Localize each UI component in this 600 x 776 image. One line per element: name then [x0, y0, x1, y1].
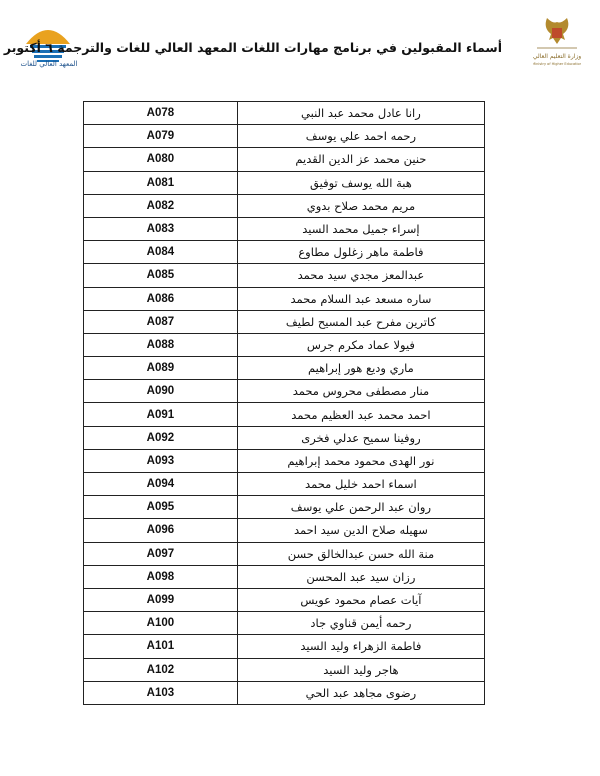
student-name: رضوى مجاهد عبد الحي — [237, 681, 484, 704]
table-row — [84, 542, 485, 565]
student-code: A086 — [84, 287, 238, 310]
table-row — [84, 171, 485, 194]
student-code: A095 — [84, 496, 238, 519]
student-code: A085 — [84, 264, 238, 287]
ministry-logo — [533, 14, 581, 68]
table-row — [84, 565, 485, 588]
ministry-logo-text: وزارة التعليم العالي — [533, 53, 581, 60]
student-code: A098 — [84, 565, 238, 588]
student-name: هاجر وليد السيد — [237, 658, 484, 681]
student-name: منار مصطفى محروس محمد — [237, 380, 484, 403]
student-code: A093 — [84, 449, 238, 472]
table-row — [84, 287, 485, 310]
student-name: روان عبد الرحمن علي يوسف — [237, 496, 484, 519]
table-row — [84, 310, 485, 333]
student-name: فاطمة الزهراء وليد السيد — [237, 635, 484, 658]
student-name: رحمه احمد علي يوسف — [237, 125, 484, 148]
table-row — [84, 264, 485, 287]
table-row — [84, 333, 485, 356]
student-code: A092 — [84, 426, 238, 449]
student-code: A080 — [84, 148, 238, 171]
student-code: A079 — [84, 125, 238, 148]
table-row — [84, 380, 485, 403]
student-name: إسراء جميل محمد السيد — [237, 217, 484, 240]
table-row — [84, 357, 485, 380]
student-code: A099 — [84, 588, 238, 611]
table-row — [84, 403, 485, 426]
student-code: A081 — [84, 171, 238, 194]
student-name: روفينا سميح عدلي فخرى — [237, 426, 484, 449]
table-row — [84, 635, 485, 658]
student-code: A083 — [84, 217, 238, 240]
student-code: A090 — [84, 380, 238, 403]
page-title: أسماء المقبولين في برنامج مهارات اللغات المعهد العالي للغات والترجمة ٦ أكتوبر — [3, 40, 502, 55]
table-row — [84, 588, 485, 611]
student-code: A088 — [84, 333, 238, 356]
table-row — [84, 194, 485, 217]
table-row — [84, 148, 485, 171]
student-name: منة الله حسن عبدالخالق حسن — [237, 542, 484, 565]
student-name: نور الهدى محمود محمد إبراهيم — [237, 449, 484, 472]
table-row — [84, 125, 485, 148]
student-code: A102 — [84, 658, 238, 681]
student-code: A101 — [84, 635, 238, 658]
student-name: سهيله صلاح الدين سيد احمد — [237, 519, 484, 542]
student-code: A097 — [84, 542, 238, 565]
table-row — [84, 102, 485, 125]
student-name: رحمه أيمن قناوي جاد — [237, 612, 484, 635]
table-row — [84, 681, 485, 704]
table-row — [84, 449, 485, 472]
student-name: ساره مسعد عبد السلام محمد — [237, 287, 484, 310]
student-code: A082 — [84, 194, 238, 217]
page-header — [0, 0, 600, 95]
student-name: اسماء احمد خليل محمد — [237, 473, 484, 496]
table-row — [84, 612, 485, 635]
student-code: A100 — [84, 612, 238, 635]
student-code: A087 — [84, 310, 238, 333]
student-name: مريم محمد صلاح بدوي — [237, 194, 484, 217]
student-name: ماري وديع هور إبراهيم — [237, 357, 484, 380]
student-code: A103 — [84, 681, 238, 704]
student-name: فاطمة ماهر زغلول مطاوع — [237, 241, 484, 264]
table-row — [84, 241, 485, 264]
student-name: هبة الله يوسف توفيق — [237, 171, 484, 194]
student-name: احمد محمد عبد العظيم محمد — [237, 403, 484, 426]
student-name: حنين محمد عز الدين القديم — [237, 148, 484, 171]
student-name: آيات عصام محمود عويس — [237, 588, 484, 611]
student-code: A094 — [84, 473, 238, 496]
student-name: فيولا عماد مكرم جرس — [237, 333, 484, 356]
ministry-logo-subtext: Ministry of Higher Education — [533, 62, 581, 66]
student-code: A084 — [84, 241, 238, 264]
accepted-students-table — [83, 101, 485, 705]
table-row — [84, 519, 485, 542]
student-code: A078 — [84, 102, 238, 125]
table-row — [84, 217, 485, 240]
table-row — [84, 426, 485, 449]
table-row — [84, 473, 485, 496]
institute-logo-text: المعهد العالي للغات — [20, 60, 78, 68]
student-name: رانا عادل محمد عبد النبي — [237, 102, 484, 125]
student-name: عبدالمعز مجدي سيد محمد — [237, 264, 484, 287]
table-row — [84, 496, 485, 519]
student-name: كاترين مفرح عبد المسيح لطيف — [237, 310, 484, 333]
student-name: رزان سيد عبد المحسن — [237, 565, 484, 588]
student-code: A096 — [84, 519, 238, 542]
table-row — [84, 658, 485, 681]
student-code: A091 — [84, 403, 238, 426]
student-code: A089 — [84, 357, 238, 380]
